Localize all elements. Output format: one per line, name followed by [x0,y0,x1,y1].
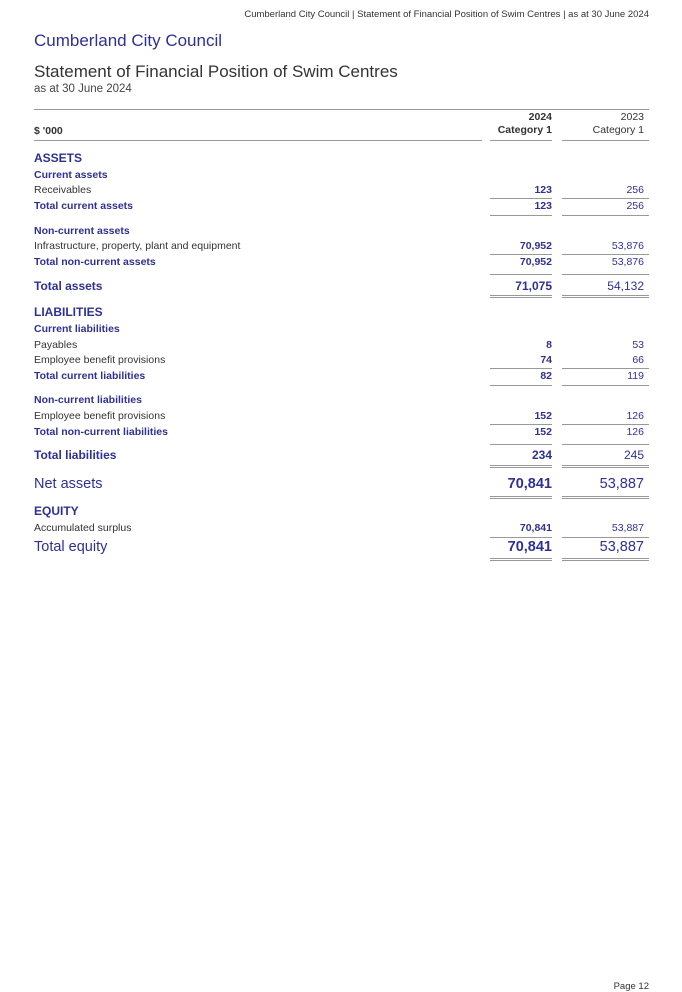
row-total-equity [34,537,649,557]
value-2023: 245 [623,448,644,462]
row-payables [34,337,649,353]
value-2023: 53,876 [611,256,644,268]
non-current-liabilities-label: Non-current liabilities [34,394,142,406]
unit-label: $ '000 [34,125,63,137]
value-2023: 126 [626,410,644,422]
row-label: Total non-current assets [34,256,156,268]
double-rule-2023 [562,558,649,561]
row-label: Total assets [34,279,103,293]
value-2024: 123 [534,200,552,212]
page-number: Page 12 [613,981,649,992]
value-2024: 82 [540,370,552,382]
rule-2023 [562,274,649,275]
value-2023: 119 [627,370,644,382]
row-ippe [34,238,649,254]
rule-2024 [490,274,552,275]
subsection-non-current-assets [34,223,649,239]
row-receivables [34,182,649,198]
rule-2023 [562,444,649,445]
header-rule-2023 [562,140,649,141]
row-label: Receivables [34,184,92,196]
value-2023: 256 [626,184,644,196]
value-2024: 8 [546,339,552,351]
value-2024: 70,841 [519,522,552,534]
value-2024: 70,952 [519,240,552,252]
column-2023-year: 2023 [620,111,644,123]
double-rule-2024 [490,295,552,298]
current-liabilities-label: Current liabilities [34,323,120,335]
row-total-liabilities [34,448,649,464]
statement-subtitle: as at 30 June 2024 [34,83,132,95]
value-2023: 66 [632,354,644,366]
column-2024 [472,111,552,137]
section-assets [34,151,649,167]
rule-2024 [490,385,552,386]
row-employee-benefit-provisions-non-current [34,408,649,424]
row-label: Net assets [34,476,103,492]
value-2023: 53,887 [611,522,644,534]
value-2024: 234 [531,448,552,462]
rule-2024 [490,215,552,216]
row-label: Total equity [34,539,108,555]
value-2024: 71,075 [515,279,552,293]
column-header [34,112,649,140]
row-total-current-assets [34,198,649,214]
statement-title: Statement of Financial Position of Swim Centres [34,62,398,81]
column-2023 [564,111,644,137]
header-rule-2024 [490,140,552,141]
value-2023: 53,887 [599,539,644,555]
value-2024: 74 [540,354,552,366]
rule-2024 [490,444,552,445]
double-rule-2024 [490,465,552,468]
section-liabilities-label: LIABILITIES [34,305,103,319]
current-assets-label: Current assets [34,169,108,181]
subsection-current-liabilities [34,321,649,337]
row-label: Payables [34,339,78,351]
council-name: Cumberland City Council [34,31,223,50]
value-2024: 70,841 [507,476,552,492]
double-rule-2023 [562,465,649,468]
subsection-current-assets [34,167,649,183]
value-2023: 53 [632,339,644,351]
double-rule-2023 [562,295,649,298]
row-label: Accumulated surplus [34,522,132,534]
row-net-assets [34,474,649,494]
subsection-non-current-liabilities [34,392,649,408]
value-2024: 70,841 [507,539,552,555]
section-liabilities [34,305,649,321]
row-label: Employee benefit provisions [34,354,166,366]
rule-2023 [562,215,649,216]
row-total-current-liabilities [34,368,649,384]
running-header: Cumberland City Council | Statement of Financial Position of Swim Centres | as at 30 June 2024 [244,9,649,20]
value-2024: 152 [534,410,552,422]
non-current-assets-label: Non-current assets [34,225,130,237]
row-total-assets [34,279,649,295]
section-equity [34,504,649,520]
section-assets-label: ASSETS [34,151,83,165]
row-employee-benefit-provisions [34,352,649,368]
value-2024: 123 [534,184,552,196]
double-rule-2023 [562,496,649,499]
rule-2023 [562,385,649,386]
value-2023: 256 [626,200,644,212]
row-accumulated-surplus [34,520,649,536]
row-total-non-current-liabilities [34,424,649,440]
row-label: Total liabilities [34,448,117,462]
row-label: Total current assets [34,200,134,212]
value-2023: 53,876 [611,240,644,252]
value-2023: 53,887 [599,476,644,492]
value-2023: 126 [626,426,644,438]
header-rule-label [34,140,482,141]
top-rule [34,109,649,110]
double-rule-2024 [490,558,552,561]
value-2024: 152 [534,426,552,438]
row-label: Total current liabilities [34,370,146,382]
value-2024: 70,952 [519,256,552,268]
row-label: Infrastructure, property, plant and equipment [34,240,241,252]
row-label: Employee benefit provisions [34,410,166,422]
value-2023: 54,132 [607,279,644,293]
double-rule-2024 [490,496,552,499]
column-2023-category: Category 1 [592,124,644,136]
column-2024-year: 2024 [528,111,552,123]
column-2024-category: Category 1 [497,124,552,136]
row-total-non-current-assets [34,254,649,270]
section-equity-label: EQUITY [34,504,79,518]
row-label: Total non-current liabilities [34,426,168,438]
